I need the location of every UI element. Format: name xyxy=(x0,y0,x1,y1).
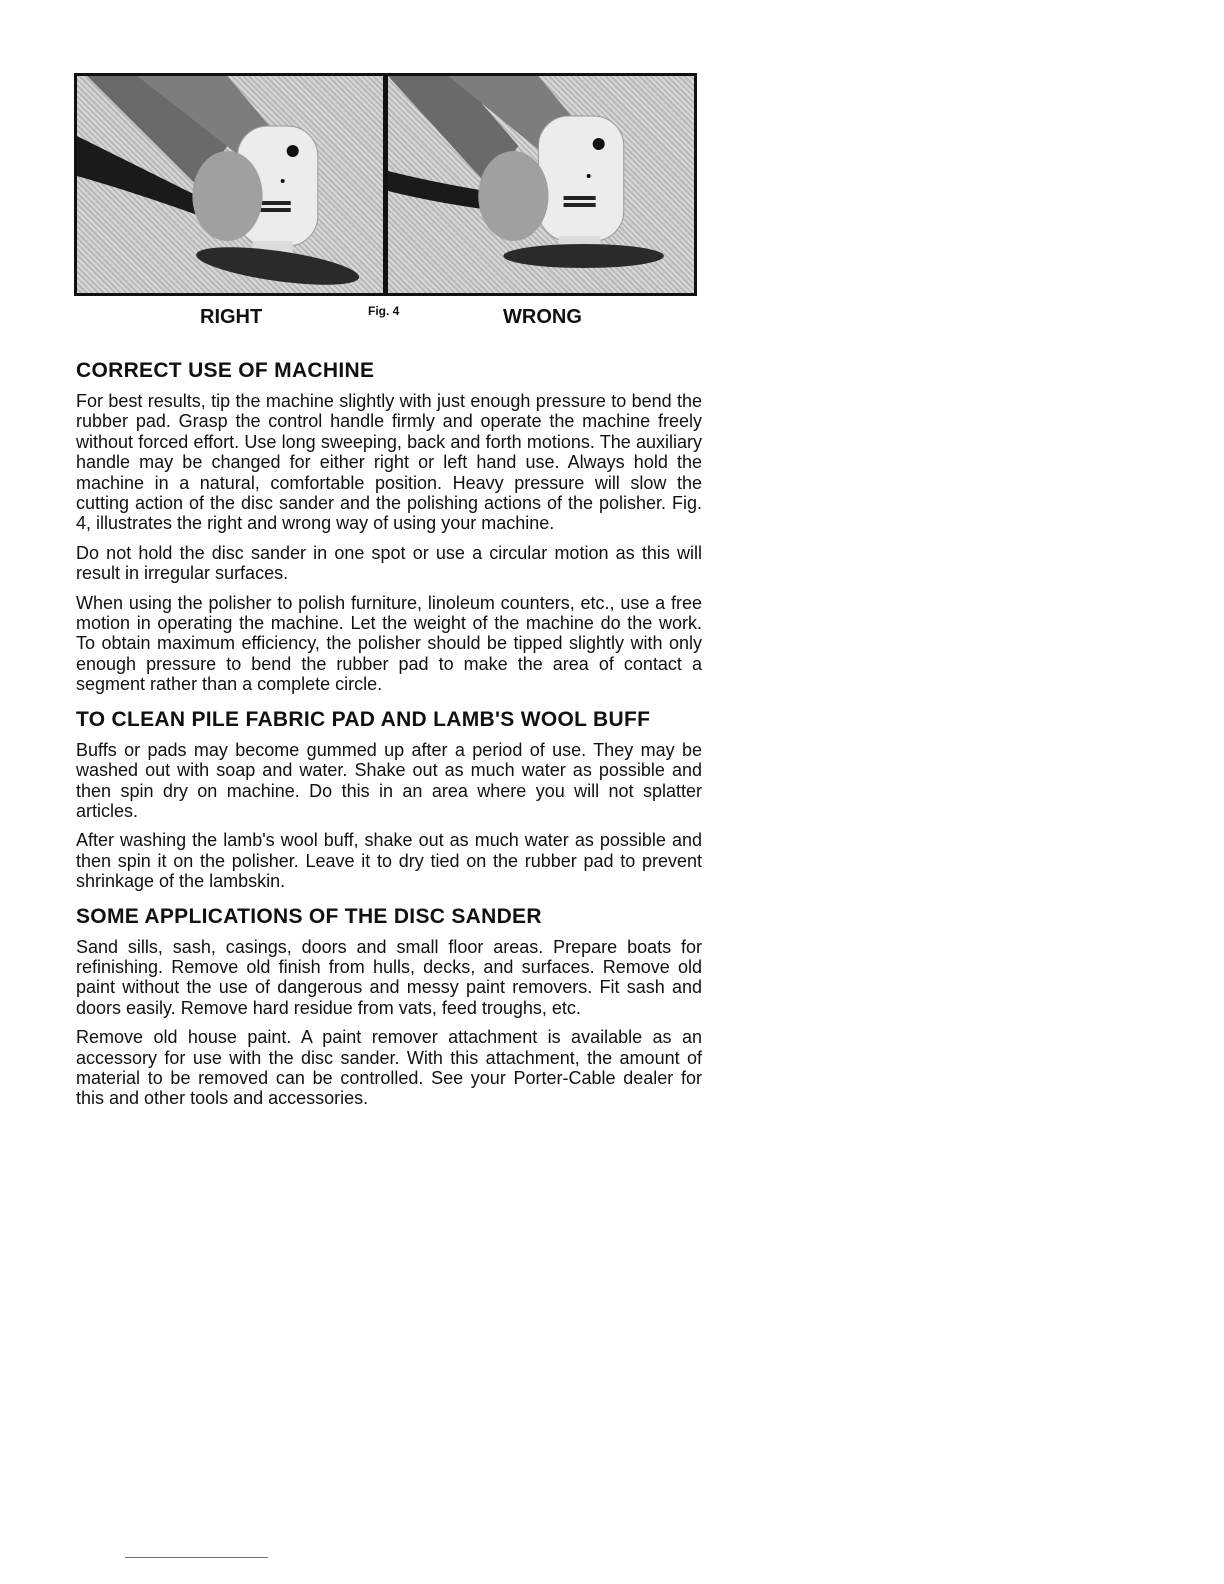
paragraph: For best results, tip the machine slightly with just enough pressure to bend the rubber pad. Grasp the control handle firmly and operate the machine freely without forced effort. Use long sweeping, back and forth motions. The auxiliary handle may be changed for either right or left hand use. Always hold the machine in a natural, comfortable position. Heavy pressure will slow the cutting action of the disc sander and the polishing actions of the polisher. Fig. 4, illustrates the right and wrong way of using your machine. xyxy=(76,391,702,534)
divider-line xyxy=(125,1557,268,1558)
paragraph: Sand sills, sash, casings, doors and small floor areas. Prepare boats for refinishing. Remove old finish from hulls, decks, and surfaces. Remove old paint without the use of dangerous and messy paint removers. Fit sash and doors easily. Remove hard residue from vats, feed troughs, etc. xyxy=(76,936,702,1018)
manual-text xyxy=(76,358,702,1118)
caption-fig-number: Fig. 4 xyxy=(368,304,400,318)
section-heading-correct-use: CORRECT USE OF MACHINE xyxy=(76,359,375,382)
right-technique-illustration xyxy=(77,76,383,293)
photo-wrong-technique xyxy=(388,76,694,293)
paragraph: Remove old house paint. A paint remover attachment is available as an accessory for use with the disc sander. With this attachment, the amount of material to be removed can be controlled. See your Porter-Cable dealer for this and other tools and accessories. xyxy=(76,1027,702,1109)
section-heading-clean-pad: TO CLEAN PILE FABRIC PAD AND LAMB'S WOOL BUFF xyxy=(76,707,651,731)
section-heading-applications: SOME APPLICATIONS OF THE DISC SANDER xyxy=(76,904,542,928)
caption-right: RIGHT xyxy=(200,306,263,328)
caption-wrong: WRONG xyxy=(503,306,582,328)
photo-right-technique xyxy=(77,76,383,293)
paragraph: Do not hold the disc sander in one spot or use a circular motion as this will result in irregular surfaces. xyxy=(76,542,702,584)
figure-4-photos xyxy=(74,73,697,296)
paragraph: When using the polisher to polish furniture, linoleum counters, etc., use a free motion in operating the machine. Let the weight of the machine do the work. To obtain maximum efficiency, the polisher should be tipped slightly with only enough pressure to bend the rubber pad to make the area of contact a segment rather than a complete circle. xyxy=(76,592,702,695)
wrong-technique-illustration xyxy=(388,76,694,293)
paragraph: Buffs or pads may become gummed up after a period of use. They may be washed out with soap and water. Shake out as much water as possible and then spin dry on machine. Do this in an area where you will not splatter articles. xyxy=(76,739,702,821)
paragraph: After washing the lamb's wool buff, shake out as much water as possible and then spin it on the polisher. Leave it to dry tied on the rubber pad to prevent shrinkage of the lambskin. xyxy=(76,830,702,892)
